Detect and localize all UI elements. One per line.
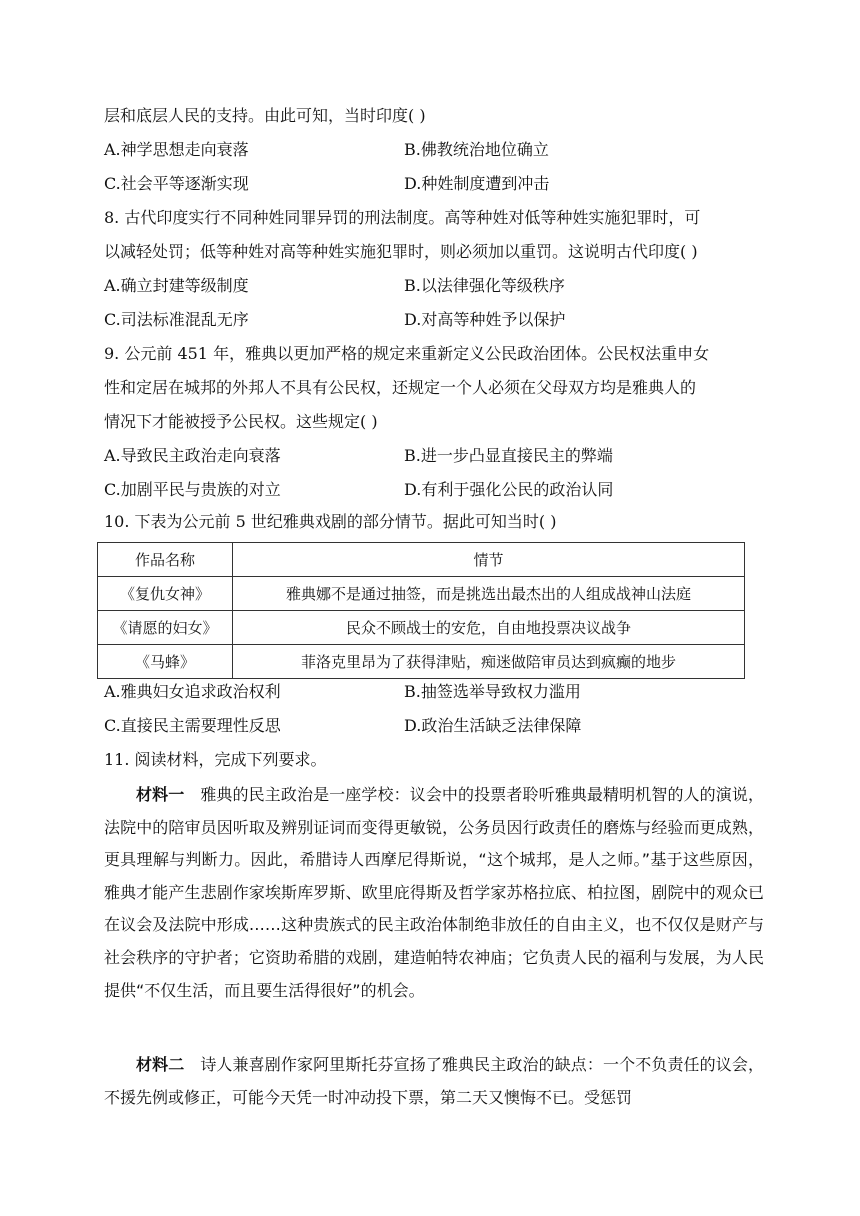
table-row	[98, 577, 745, 611]
q9-option-a: A.导致民主政治走向衰落	[104, 446, 281, 465]
q9-option-c: C.加剧平民与贵族的对立	[104, 480, 281, 499]
table-row	[98, 611, 745, 645]
q10-option-a: A.雅典妇女追求政治权利	[104, 682, 281, 701]
table-cell-work: 《复仇女神》	[98, 577, 233, 611]
table-row	[98, 645, 745, 679]
table-cell-plot: 民众不顾战士的安危，自由地投票决议战争	[233, 611, 745, 645]
table-header-row	[98, 543, 745, 577]
material-one-text: 雅典的民主政治是一座学校：议会中的投票者聆听雅典最精明机智的人的演说，法院中的陪审员因听取及辨别证词而变得更敏锐，公务员因行政责任的磨炼与经验而更成熟，更具理解与判断力。因此，希腊诗人西摩尼得斯说，“这个城邦，是人之师。”基于这些原因，雅典才能产生悲剧作家埃斯库罗斯、欧里庇得斯及哲学家苏格拉底、柏拉图，剧院中的观众已在议会及法院中形成……这种贵族式的民主政治体制绝非放任的自由主义，也不仅仅是财产与社会秩序的守护者；它资助希腊的戏剧，建造帕特农神庙；它负责人民的福利与发展，为人民提供“不仅生活，而且要生活得很好”的机会。	[104, 785, 764, 1000]
q9-stem-line3: 情况下才能被授予公民权。这些规定( )	[104, 412, 378, 431]
table-header-plot: 情节	[233, 543, 745, 577]
material-two-text: 诗人兼喜剧作家阿里斯托芬宣扬了雅典民主政治的缺点：一个不负责任的议会，不援先例或修正，可能今天凭一时冲动投下票，第二天又懊悔不已。受惩罚	[104, 1055, 764, 1107]
q10-option-c: C.直接民主需要理性反思	[104, 716, 281, 735]
material-one-label: 材料一	[136, 785, 185, 804]
q10-option-d: D.政治生活缺乏法律保障	[404, 716, 582, 735]
q8-option-d: D.对高等种姓予以保护	[404, 310, 566, 329]
q8-option-a: A.确立封建等级制度	[104, 276, 249, 295]
q10-stem: 10. 下表为公元前 5 世纪雅典戏剧的部分情节。据此可知当时( )	[104, 512, 557, 531]
table-cell-plot: 雅典娜不是通过抽签，而是挑选出最杰出的人组成战神山法庭	[233, 577, 745, 611]
q10-plot-table	[97, 542, 745, 679]
q8-stem-line2: 以减轻处罚；低等种姓对高等种姓实施犯罪时，则必须加以重罚。这说明古代印度( )	[104, 242, 698, 261]
material-one	[104, 779, 764, 1007]
q7-option-c: C.社会平等逐渐实现	[104, 174, 249, 193]
table-header-work: 作品名称	[98, 543, 233, 577]
q9-option-d: D.有利于强化公民的政治认同	[404, 480, 614, 499]
q11-stem: 11. 阅读材料，完成下列要求。	[104, 750, 327, 769]
material-two	[104, 1049, 764, 1114]
q9-stem-line1: 9. 公元前 451 年，雅典以更加严格的规定来重新定义公民政治团体。公民权法重申女	[104, 344, 710, 363]
table-cell-plot: 菲洛克里昂为了获得津贴，痴迷做陪审员达到疯癫的地步	[233, 645, 745, 679]
table-cell-work: 《请愿的妇女》	[98, 611, 233, 645]
table-cell-work: 《马蜂》	[98, 645, 233, 679]
q7-stem: 层和底层人民的支持。由此可知，当时印度( )	[104, 106, 426, 125]
q7-option-a: A.神学思想走向衰落	[104, 140, 249, 159]
q8-option-c: C.司法标准混乱无序	[104, 310, 249, 329]
q9-stem-line2: 性和定居在城邦的外邦人不具有公民权，还规定一个人必须在父母双方均是雅典人的	[104, 378, 697, 397]
material-two-label: 材料二	[136, 1055, 185, 1074]
q10-option-b: B.抽签选举导致权力滥用	[404, 682, 581, 701]
q8-option-b: B.以法律强化等级秩序	[404, 276, 565, 295]
q7-option-d: D.种姓制度遭到冲击	[404, 174, 550, 193]
q7-option-b: B.佛教统治地位确立	[404, 140, 549, 159]
q8-stem-line1: 8. 古代印度实行不同种姓同罪异罚的刑法制度。高等种姓对低等种姓实施犯罪时，可	[104, 208, 701, 227]
q9-option-b: B.进一步凸显直接民主的弊端	[404, 446, 613, 465]
